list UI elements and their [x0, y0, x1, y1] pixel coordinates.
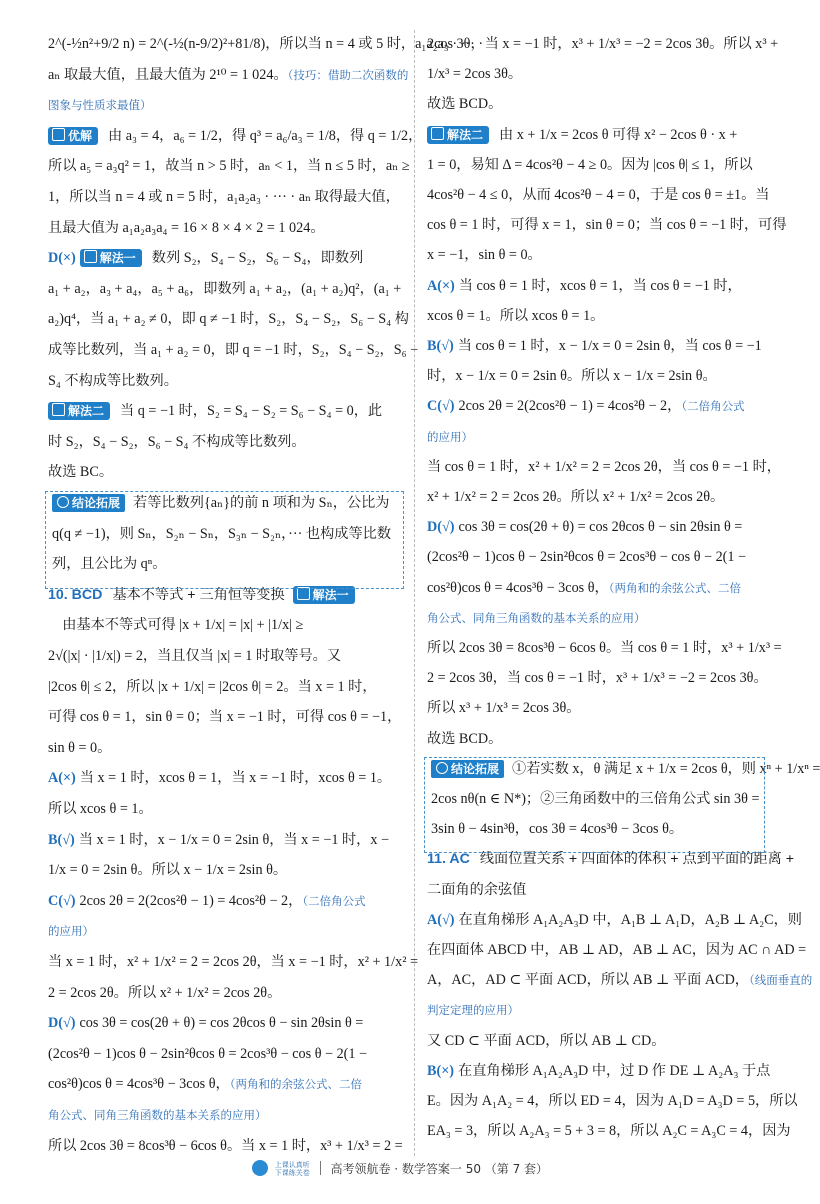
text-line: [48, 891, 402, 911]
text-line: [48, 126, 423, 146]
line-text: sin θ = 0。: [48, 739, 112, 756]
line-text: 1 = 0，易知 Δ = 4cos²θ − 4 ≥ 0。因为 |cos θ| ≤ 1，所以: [427, 156, 753, 173]
text-line: [427, 185, 770, 205]
text-line: [427, 64, 763, 84]
line-text: 在四面体 ABCD 中，AB ⊥ AD，AB ⊥ AC，因为 AC ∩ AD =: [427, 942, 807, 958]
text-line: [427, 94, 763, 114]
text-line: [427, 396, 763, 416]
text-line: [427, 427, 763, 447]
explanation-note: （二倍角公式: [302, 893, 366, 908]
explanation-note: （二倍角公式: [681, 399, 745, 414]
text-line: [427, 698, 763, 718]
line-text: cos 3θ = cos(2θ + θ) = cos 2θcos θ − sin 2θsin θ =: [79, 1015, 364, 1032]
line-text: 所以 2cos 3θ = 8cos³θ − 6cos θ。当 cos θ = 1 时，x³ + 1/x³ =: [427, 640, 782, 656]
method-icon: [84, 250, 97, 263]
text-line: [48, 799, 402, 819]
method-badge: [48, 127, 98, 145]
text-line: [427, 34, 779, 54]
line-text: 所以 x³ + 1/x³ = 2cos 3θ。: [427, 700, 581, 717]
text-line: [48, 156, 410, 176]
text-line: [427, 366, 763, 386]
line-text: ①若实数 x，θ 满足 x + 1/x = 2cos θ，则 xⁿ + 1/xⁿ =: [512, 760, 820, 777]
method-icon: [52, 403, 65, 416]
method-badge: [48, 402, 110, 420]
choice-label: B(×): [427, 1062, 454, 1079]
text-line: [427, 1031, 763, 1051]
line-text: A，AC，AD ⊂ 平面 ACD，所以 AB ⊥ 平面 ACD，: [427, 972, 749, 989]
choice-label: D(√): [48, 1015, 76, 1032]
text-line: [48, 34, 484, 54]
text-line: [427, 1000, 763, 1020]
choice-label: B(√): [48, 831, 75, 848]
text-line: [48, 1013, 402, 1033]
line-text: 列，且公比为 qⁿ。: [52, 556, 167, 573]
line-text: 当 x = 1 时，x² + 1/x² = 2 = 2cos 2θ，当 x = −1 时，x² + 1/x² =: [48, 954, 418, 970]
line-text: 可得 cos θ = 1，sin θ = 0；当 x = −1 时，可得 cos θ = −1，: [48, 709, 402, 726]
text-line: [427, 970, 813, 990]
conclusion-box-left: [45, 491, 404, 589]
line-text: 时 S₂，S₄ − S₂，S₆ − S₄ 不构成等比数列。: [48, 433, 306, 450]
text-line: [48, 646, 402, 666]
column-divider: [414, 30, 415, 1156]
choice-label: A(√): [427, 911, 455, 928]
text-line: [48, 65, 409, 85]
line-text: 2 = 2cos 2θ。所以 x² + 1/x² = 2cos 2θ。: [48, 984, 282, 1001]
text-line: [427, 638, 782, 658]
footer-separator: [320, 1161, 321, 1175]
method-badge-label: 解法一: [99, 251, 136, 266]
line-text: x² + 1/x² = 2 = 2cos 2θ。所以 x² + 1/x² = 2cos 2θ。: [427, 489, 725, 505]
choice-label: C(√): [48, 892, 76, 909]
text-line: [48, 921, 402, 941]
text-line: [427, 1121, 791, 1141]
text-line: [427, 276, 763, 296]
text-line: [48, 401, 402, 421]
explanation-note: 的应用）: [48, 924, 94, 939]
line-text: 1/x = 0 = 2sin θ。所以 x − 1/x = 2sin θ。: [48, 862, 288, 879]
footer-text: 高考领航卷 · 数学答案一 50 （第 7 套）: [330, 1162, 549, 1176]
line-text: x = −1，sin θ = 0。: [427, 247, 542, 264]
line-text: (2cos²θ − 1)cos θ − 2sin²θcos θ = 2cos³θ − cos θ − 2(1 −: [48, 1045, 368, 1062]
text-line: [48, 952, 418, 972]
line-text: 所以 a₅ = a₃q² = 1，故当 n > 5 时，aₙ < 1，当 n ≤ 5 时，aₙ ≥: [48, 158, 410, 175]
line-text: 所以 xcos θ = 1。: [48, 801, 153, 817]
choice-label: B(√): [427, 338, 454, 354]
line-text: 当 cos θ = 1 时，xcos θ = 1，当 cos θ = −1 时，: [458, 277, 742, 294]
line-text: cos θ = 1 时，可得 x = 1，sin θ = 0；当 cos θ = −1 时，可得: [427, 217, 787, 234]
question-number: 11. AC: [427, 851, 470, 868]
explanation-note: 判定定理的应用）: [427, 1003, 519, 1018]
line-text: 数列 S₂，S₄ − S₂，S₆ − S₄，即数列: [151, 250, 364, 267]
line-text: 时，x − 1/x = 0 = 2sin θ。所以 x − 1/x = 2sin θ。: [427, 368, 717, 385]
method-badge-label: 优解: [68, 128, 93, 143]
explanation-note: 的应用）: [427, 429, 473, 444]
line-text: 2^(-½n²+9/2 n) = 2^(-½(n-9/2)²+81/8)，所以当 n = 4 或 5 时，a₁a₂a₃ · ··· ·: [48, 36, 484, 52]
text-line: [48, 1074, 402, 1094]
text-line: [427, 125, 763, 145]
text-line: [48, 309, 409, 329]
line-text: 1/x³ = 2cos 3θ。: [427, 66, 523, 83]
explanation-note: （两角和的余弦公式、二倍: [229, 1077, 362, 1092]
line-text: cos²θ)cos θ = 4cos³θ − 3cos θ，: [48, 1076, 230, 1093]
text-line: [48, 768, 402, 788]
text-line: [427, 215, 787, 235]
text-line: [427, 336, 763, 356]
line-text: 由 a₃ = 4，a₆ = 1/2，得 q³ = a₆/a₃ = 1/8，得 q = 1/2，: [108, 127, 423, 144]
line-text: 由基本不等式可得 |x + 1/x| = |x| + |1/x| ≥: [48, 617, 304, 634]
explanation-note: 角公式、同角三角函数的基本关系的应用）: [48, 1108, 267, 1122]
text-line: [48, 371, 402, 391]
text-line: [48, 983, 402, 1003]
line-text: EA₃ = 3，所以 A₂A₃ = 5 + 3 = 8，所以 A₂C = A₃C = 4，因为: [427, 1123, 791, 1140]
line-text: 当 cos θ = 1 时，x² + 1/x² = 2 = 2cos 2θ，当 cos θ = −1 时，: [427, 458, 781, 475]
line-text: 故选 BCD。: [427, 730, 503, 747]
choice-label: D(×): [48, 250, 76, 267]
line-text: 在直角梯形 A₁A₂A₃D 中，过 D 作 DE ⊥ A₂A₃ 于点: [458, 1062, 771, 1079]
method-icon: [52, 128, 65, 141]
method-badge: [427, 126, 489, 144]
line-text: 故选 BCD。: [427, 96, 503, 113]
line-text: cos 3θ = cos(2θ + θ) = cos 2θcos θ − sin 2θsin θ =: [458, 519, 743, 536]
conclusion-tag-label: 结论拓展: [72, 496, 121, 510]
line-text: 若等比数列{aₙ}的前 n 项和为 Sₙ，公比为: [133, 495, 390, 511]
text-line: [48, 615, 402, 635]
text-line: [427, 940, 807, 960]
question-topic: 线面位置关系 + 四面体的体积 + 点到平面的距离 +: [479, 851, 794, 868]
line-text: 又 CD ⊂ 平面 ACD，所以 AB ⊥ CD。: [427, 1032, 666, 1049]
text-line: [427, 155, 763, 175]
conclusion-tag-label: 结论拓展: [451, 761, 500, 776]
line-text: 1，所以当 n = 4 或 n = 5 时，a₁a₂a₃ · ··· · aₙ 取得最大值，: [48, 189, 400, 205]
line-text: 2 = 2cos 3θ，当 cos θ = −1 时，x³ + 1/x³ = −2 = 2cos 3θ。: [427, 670, 768, 687]
text-line: [48, 738, 402, 758]
line-text: 故选 BC。: [48, 464, 114, 481]
text-line: [48, 707, 402, 727]
line-text: a₁ + a₂，a₃ + a₄，a₅ + a₆，即数列 a₁ + a₂，(a₁ + a₂)q²，(a₁ +: [48, 280, 402, 297]
choice-label: A(×): [427, 277, 455, 294]
text-line: [427, 578, 763, 598]
explanation-note: 图象与性质求最值）: [48, 98, 152, 113]
text-line: [427, 910, 802, 930]
line-text: 所以 2cos 3θ = 8cos³θ − 6cos θ。当 x = 1 时，x³ + 1/x³ = 2 =: [48, 1137, 403, 1154]
text-line: [427, 487, 763, 507]
text-line: [48, 95, 402, 115]
line-text: S₄ 不构成等比数列。: [48, 372, 178, 389]
question-number: 10. BCD: [48, 586, 103, 603]
method-badge-label: 解法二: [68, 404, 105, 419]
text-line: [48, 340, 419, 360]
text-line: [427, 306, 763, 326]
text-line: [48, 279, 402, 299]
text-line: [48, 830, 402, 850]
method-badge: [80, 249, 142, 267]
text-line: [427, 608, 763, 628]
text-line: [48, 1136, 402, 1156]
method-badge-label: 解法一: [312, 587, 349, 602]
line-text: q(q ≠ −1)，则 Sₙ，S₂ₙ − Sₙ，S₃ₙ − S₂ₙ，··· 也构成等比数: [52, 525, 392, 542]
line-text: 2cos nθ(n ∈ N*)；②三角函数中的三倍角公式 sin 3θ =: [431, 791, 760, 807]
page-footer: [0, 1160, 800, 1177]
text-line: [427, 517, 763, 537]
text-line: [48, 248, 402, 268]
choice-label: D(√): [427, 519, 455, 536]
line-text: xcos θ = 1。所以 xcos θ = 1。: [427, 307, 605, 324]
line-text: a₂)q⁴，当 a₁ + a₂ ≠ 0，即 q ≠ −1 时，S₂，S₄ − S₂，S₆ − S₄ 构: [48, 311, 409, 328]
line-text: 2cos 2θ = 2(2cos²θ − 1) = 4cos²θ − 2，: [79, 892, 303, 909]
line-text: 且最大值为 a₁a₂a₃a₄ = 16 × 8 × 4 × 2 = 1 024。: [48, 219, 325, 236]
text-line: [427, 1091, 798, 1111]
text-line: [48, 187, 402, 207]
line-text: E。因为 A₁A₂ = 4，所以 ED = 4，因为 A₁D = A₃D = 5，所以: [427, 1093, 798, 1109]
line-text: 当 q = −1 时，S₂ = S₄ − S₂ = S₆ − S₄ = 0，此: [120, 403, 383, 420]
method-icon: [431, 127, 444, 140]
explanation-note: （线面垂直的: [749, 973, 813, 988]
line-text: 当 x = 1 时，x − 1/x = 0 = 2sin θ，当 x = −1 时，x −: [78, 831, 390, 848]
brand-logo-icon: [252, 1160, 268, 1176]
line-text: 当 x = 1 时，xcos θ = 1，当 x = −1 时，xcos θ = 1。: [79, 770, 392, 787]
line-text: 当 cos θ = 1 时，x − 1/x = 0 = 2sin θ，当 cos θ = −1: [457, 338, 762, 354]
explanation-note: （技巧：借助二次函数的: [287, 67, 409, 82]
line-text: 成等比数列，当 a₁ + a₂ = 0，即 q = −1 时，S₂，S₄ − S₂，S₆ −: [48, 342, 419, 358]
text-line: [427, 547, 763, 567]
text-line: [48, 860, 402, 880]
line-text: 在直角梯形 A₁A₂A₃D 中，A₁B ⊥ A₁D，A₂B ⊥ A₂C，则: [458, 911, 802, 928]
conclusion-box-right: [424, 757, 765, 854]
line-text: |2cos θ| ≤ 2，所以 |x + 1/x| = |2cos θ| = 2。当 x = 1 时，: [48, 678, 377, 695]
text-line: [48, 677, 402, 697]
text-line: [48, 1044, 402, 1064]
text-line: [48, 432, 402, 452]
text-line: [427, 668, 768, 688]
choice-label: C(√): [427, 398, 455, 415]
text-line: [427, 1061, 771, 1081]
method-badge-label: 解法二: [447, 127, 484, 142]
text-line: [427, 245, 763, 265]
question-topic: 基本不等式 + 三角恒等变换: [112, 586, 285, 603]
explanation-note: （两角和的余弦公式、二倍: [608, 580, 741, 595]
question-topic: 二面角的余弦值: [427, 881, 527, 898]
line-text: (2cos²θ − 1)cos θ − 2sin²θcos θ = 2cos³θ − cos θ − 2(1 −: [427, 549, 747, 566]
choice-label: A(×): [48, 770, 76, 787]
brand-logo-text: 上课认真听 下课练关卷: [274, 1161, 310, 1177]
line-text: cos²θ)cos θ = 4cos³θ − 3cos θ，: [427, 579, 609, 596]
text-line: [427, 729, 763, 749]
line-text: 2√(|x| · |1/x|) = 2，当且仅当 |x| = 1 时取等号。又: [48, 648, 342, 664]
line-text: 3sin θ − 4sin³θ，cos 3θ = 4cos³θ − 3cos θ。: [431, 821, 684, 838]
line-text: 由 x + 1/x = 2cos θ 可得 x² − 2cos θ · x +: [499, 126, 738, 143]
line-text: aₙ 取最大值，且最大值为 2¹⁰ = 1 024。: [48, 66, 288, 83]
text-line: [48, 462, 402, 482]
text-line: [427, 457, 781, 477]
text-line: [427, 880, 763, 900]
text-line: [48, 218, 402, 238]
line-text: 2cos 2θ = 2(2cos²θ − 1) = 4cos²θ − 2，: [458, 398, 682, 415]
line-text: 4cos²θ − 4 ≤ 0，从而 4cos²θ − 4 = 0，于是 cos θ = ±1。当: [427, 187, 770, 203]
text-line: [48, 1105, 402, 1125]
explanation-note: 角公式、同角三角函数的基本关系的应用）: [427, 610, 646, 625]
line-text: 2cos 3θ，当 x = −1 时，x³ + 1/x³ = −2 = 2cos 3θ。所以 x³ +: [427, 36, 779, 52]
